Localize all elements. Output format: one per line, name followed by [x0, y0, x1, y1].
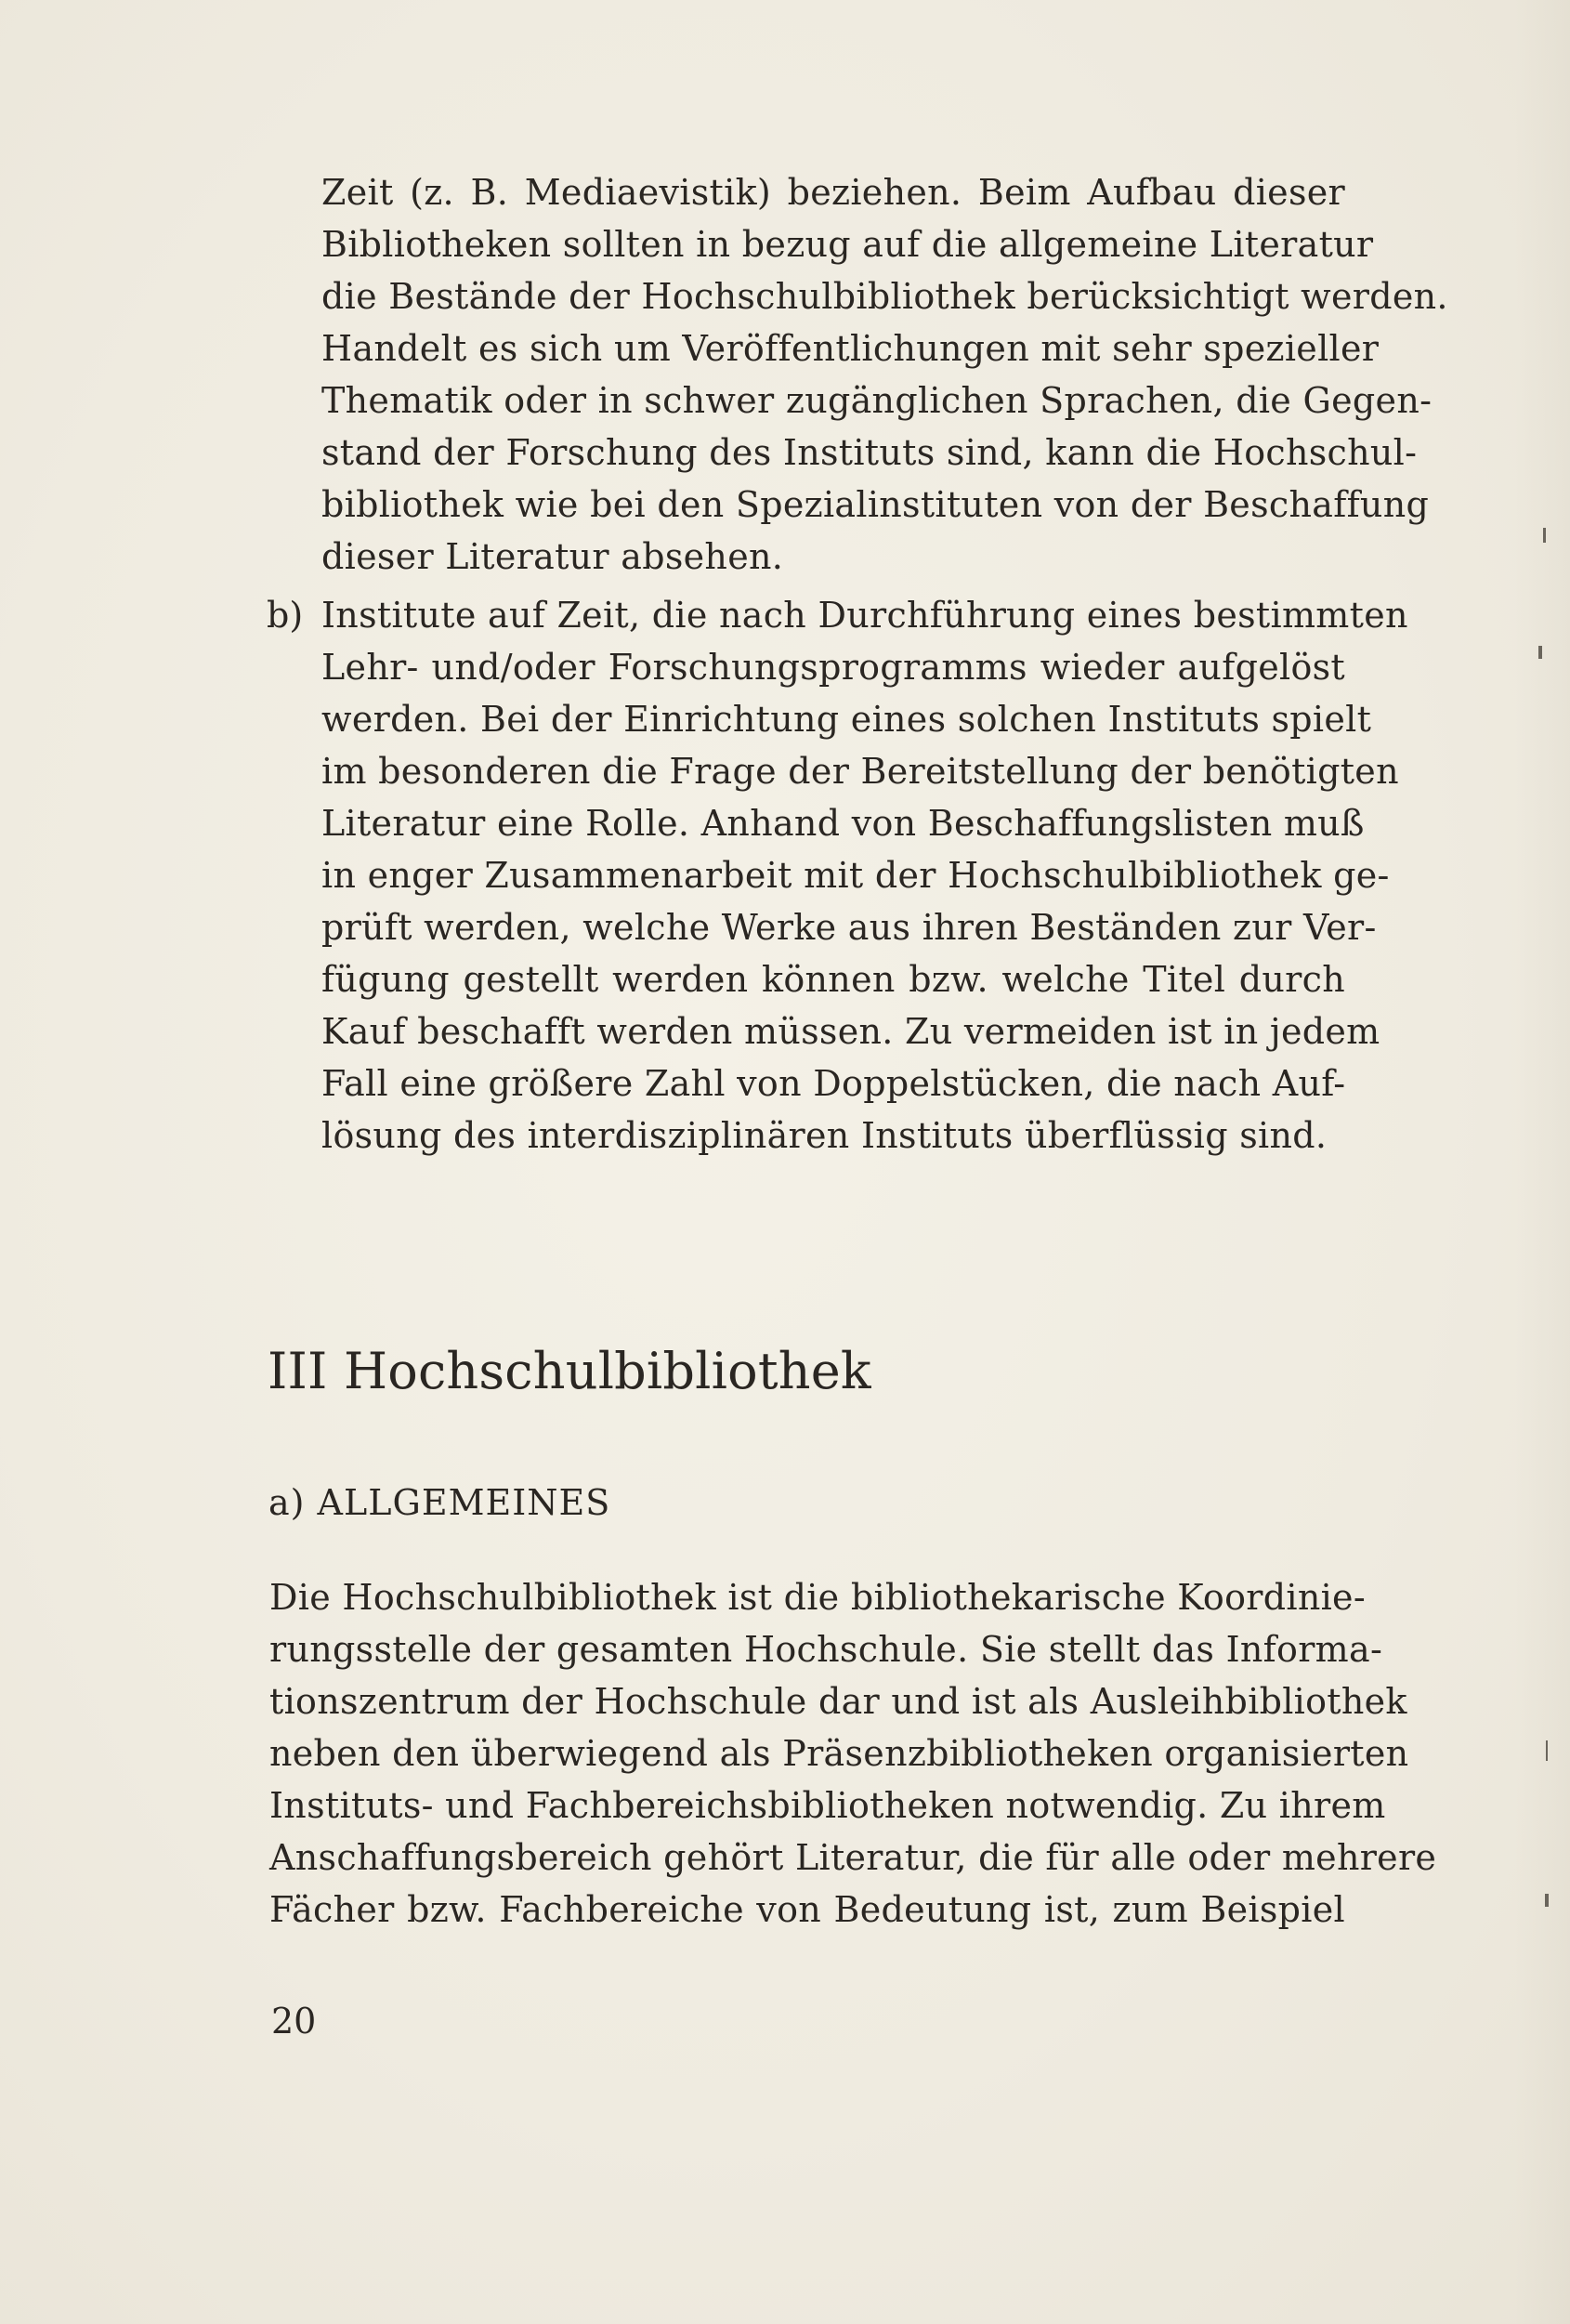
main-paragraph	[269, 1571, 1437, 1936]
list-item-b-paragraph	[321, 589, 1408, 1162]
text-line: Lehr- und/oder Forschungsprogramms wieder aufgelöst	[321, 647, 1345, 688]
margin-speck	[1546, 1740, 1548, 1761]
text-line: prüft werden, welche Werke aus ihren Beständen zur Ver-	[321, 907, 1377, 948]
list-item-label-b: b)	[267, 595, 304, 636]
text-line: Bibliotheken sollten in bezug auf die allgemeine Literatur	[321, 224, 1374, 265]
margin-speck	[1538, 646, 1542, 659]
subsection-heading: a) ALLGEMEINES	[268, 1482, 611, 1523]
text-line: in enger Zusammenarbeit mit der Hochschulbibliothek ge-	[321, 855, 1390, 896]
page-edge-shade	[1514, 0, 1570, 2324]
text-line: lösung des interdisziplinären Instituts überflüssig sind.	[321, 1115, 1328, 1156]
text-line: dieser Literatur absehen.	[321, 536, 784, 577]
text-line: im besonderen die Frage der Bereitstellung der benötigten	[321, 751, 1399, 792]
text-line: werden. Bei der Einrichtung eines solchen Instituts spielt	[321, 699, 1372, 740]
text-line: Instituts- und Fachbereichsbibliotheken notwendig. Zu ihrem	[269, 1785, 1386, 1826]
text-line: Anschaffungsbereich gehört Literatur, die für alle oder mehrere	[269, 1837, 1437, 1878]
text-line: fügung gestellt werden können bzw. welche Titel durch	[321, 959, 1345, 1000]
text-line: Institute auf Zeit, die nach Durchführung eines bestimmten	[321, 595, 1408, 636]
text-line: rungsstelle der gesamten Hochschule. Sie stellt das Informa-	[269, 1629, 1383, 1670]
text-line: tionszentrum der Hochschule dar und ist als Ausleihbibliothek	[269, 1681, 1407, 1722]
text-line: Literatur eine Rolle. Anhand von Beschaffungslisten muß	[321, 803, 1365, 844]
section-heading: III Hochschulbibliothek	[268, 1342, 871, 1400]
page-number: 20	[271, 2001, 317, 2042]
text-line: Thematik oder in schwer zugänglichen Sprachen, die Gegen-	[321, 380, 1433, 421]
text-line: bibliothek wie bei den Spezialinstituten von der Beschaffung	[321, 484, 1430, 525]
text-line: Die Hochschulbibliothek ist die bibliothekarische Koordinie-	[269, 1577, 1366, 1618]
text-line: Fall eine größere Zahl von Doppelstücken, die nach Auf-	[321, 1063, 1346, 1104]
text-line: neben den überwiegend als Präsenzbibliotheken organisierten	[269, 1733, 1409, 1774]
text-line: stand der Forschung des Instituts sind, kann die Hochschul-	[321, 432, 1418, 473]
text-line: Fächer bzw. Fachbereiche von Bedeutung ist, zum Beispiel	[269, 1889, 1345, 1930]
text-line: die Bestände der Hochschulbibliothek berücksichtigt werden.	[321, 276, 1448, 317]
margin-speck	[1545, 1894, 1549, 1907]
continuation-paragraph	[321, 166, 1448, 583]
text-line: Handelt es sich um Veröffentlichungen mit sehr spezieller	[321, 328, 1380, 369]
text-line: Zeit (z. B. Mediaevistik) beziehen. Beim Aufbau dieser	[321, 172, 1345, 213]
margin-speck	[1543, 528, 1546, 543]
text-line: Kauf beschafft werden müssen. Zu vermeiden ist in jedem	[321, 1011, 1380, 1052]
